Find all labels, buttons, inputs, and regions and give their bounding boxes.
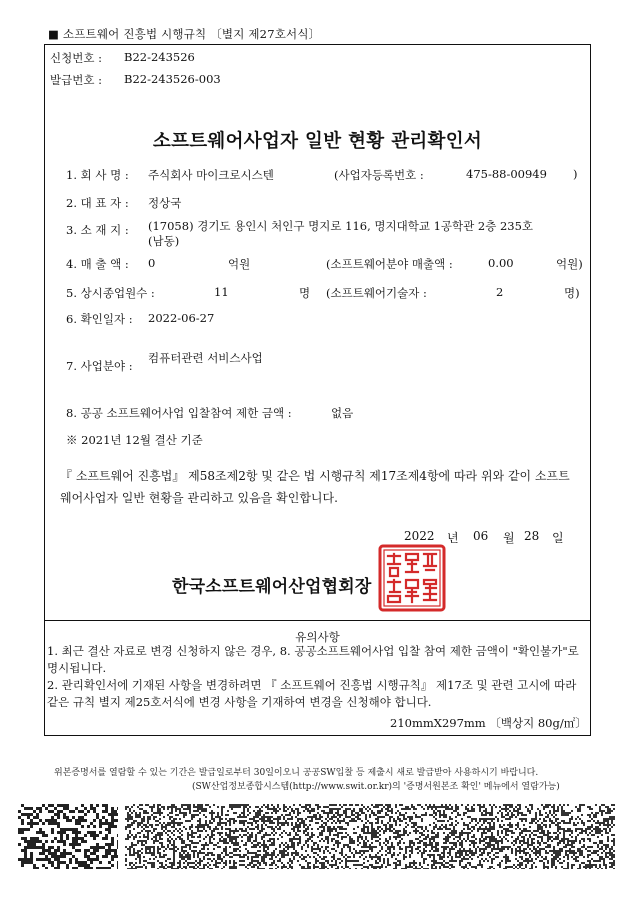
bizreg-number: 475-88-00949 <box>466 167 547 181</box>
bid-limit-label: 8. 공공 소프트웨어사업 입찰참여 제한 금액 : <box>66 406 292 420</box>
settlement-note: ※ 2021년 12월 결산 기준 <box>66 433 203 447</box>
security-pattern-icon <box>125 804 615 869</box>
business-field: 컴퓨터관련 서비스사업 <box>148 351 263 365</box>
employees-label: 5. 상시종업원수 : <box>66 286 155 300</box>
application-no-label: 신청번호 : <box>50 51 102 65</box>
confirm-date-label: 6. 확인일자 : <box>66 312 133 326</box>
address-line1: (17058) 경기도 용인시 처인구 명지로 116, 명지대학교 1공학관 2층 235호 <box>148 219 534 233</box>
confirm-date: 2022-06-27 <box>148 311 215 325</box>
bizreg-close: ) <box>573 167 578 181</box>
sales-value: 0 <box>148 256 156 270</box>
issue-month-unit: 월 <box>503 531 515 545</box>
sales-label: 4. 매 출 액 : <box>66 257 129 271</box>
verification-barcode-icon <box>18 804 118 869</box>
address-line2: (남동) <box>148 234 180 248</box>
confirmation-statement: 『 소프트웨어 진흥법』 제58조제2항 및 같은 법 시행규칙 제17조제4항에 따라 위와 같이 소프트웨어사업자 일반 현황을 관리하고 있음을 확인합니다. <box>60 469 570 505</box>
ceo-name: 정상국 <box>148 196 182 210</box>
issue-no: B22-243526-003 <box>124 72 221 86</box>
document-title: 소프트웨어사업자 일반 현황 관리확인서 <box>152 131 483 152</box>
company-name: 주식회사 마이크로시스텐 <box>148 168 274 182</box>
issue-no-label: 발급번호 : <box>50 73 102 87</box>
official-seal-icon <box>378 544 446 612</box>
issue-day-unit: 일 <box>552 531 564 545</box>
application-no: B22-243526 <box>124 50 195 64</box>
bid-limit-value: 없음 <box>331 406 354 420</box>
issue-year-unit: 년 <box>447 531 459 545</box>
employees-unit: 명 <box>299 286 311 300</box>
address-label: 3. 소 재 지 : <box>66 223 129 237</box>
sw-sales-unit: 억원) <box>556 257 583 271</box>
issue-day: 28 <box>524 529 540 543</box>
employees-value: 11 <box>214 285 229 299</box>
form-label: ■ 소프트웨어 진흥법 시행규칙 〔별지 제27호서식〕 <box>48 27 321 41</box>
sw-tech-unit: 명) <box>564 286 580 300</box>
ceo-label: 2. 대 표 자 : <box>66 196 129 210</box>
bizreg-label: (사업자등록번호 : <box>334 168 424 182</box>
sw-tech-label: (소프트웨어기술자 : <box>326 286 427 300</box>
sales-unit: 억원 <box>228 257 251 271</box>
issue-year: 2022 <box>404 529 435 543</box>
sw-tech-value: 2 <box>496 285 504 299</box>
note-item-2: 2. 관리확인서에 기재된 사항을 변경하려면 『 소프트웨어 진흥법 시행규칙』 제17조 및 관련 고시에 따라 같은 규칙 별지 제25호서식에 변경 사항을 기재하여 변경을 신청해야 합니다. <box>47 678 577 709</box>
issuer-name: 한국소프트웨어산업협회장 <box>172 577 372 597</box>
paper-spec: 210mmX297mm 〔백상지 80g/㎡〕 <box>390 716 587 730</box>
note-item-1: 1. 최근 결산 자료로 변경 신청하지 않은 경우, 8. 공공소프트웨어사업 입찰 참여 제한 금액이 "확인불가"로 명시됩니다. <box>47 644 579 675</box>
footer-notice: 위본증명서를 열람할 수 있는 기간은 발급일로부터 30일이오니 공공SW입찰 등 제출시 새로 발급받아 사용하시기 바랍니다. <box>54 768 539 778</box>
business-label: 7. 사업분야 : <box>66 359 133 373</box>
sw-sales-value: 0.00 <box>488 256 514 270</box>
notes-title: 유의사항 <box>295 630 340 644</box>
footer-verify: (SW산업정보종합시스템(http://www.swit.or.kr)의 '증명서원본조 확인' 메뉴에서 열람가능) <box>192 782 560 792</box>
company-label: 1. 회 사 명 : <box>66 168 129 182</box>
sw-sales-label: (소프트웨어분야 매출액 : <box>326 257 453 271</box>
issue-month: 06 <box>473 529 489 543</box>
